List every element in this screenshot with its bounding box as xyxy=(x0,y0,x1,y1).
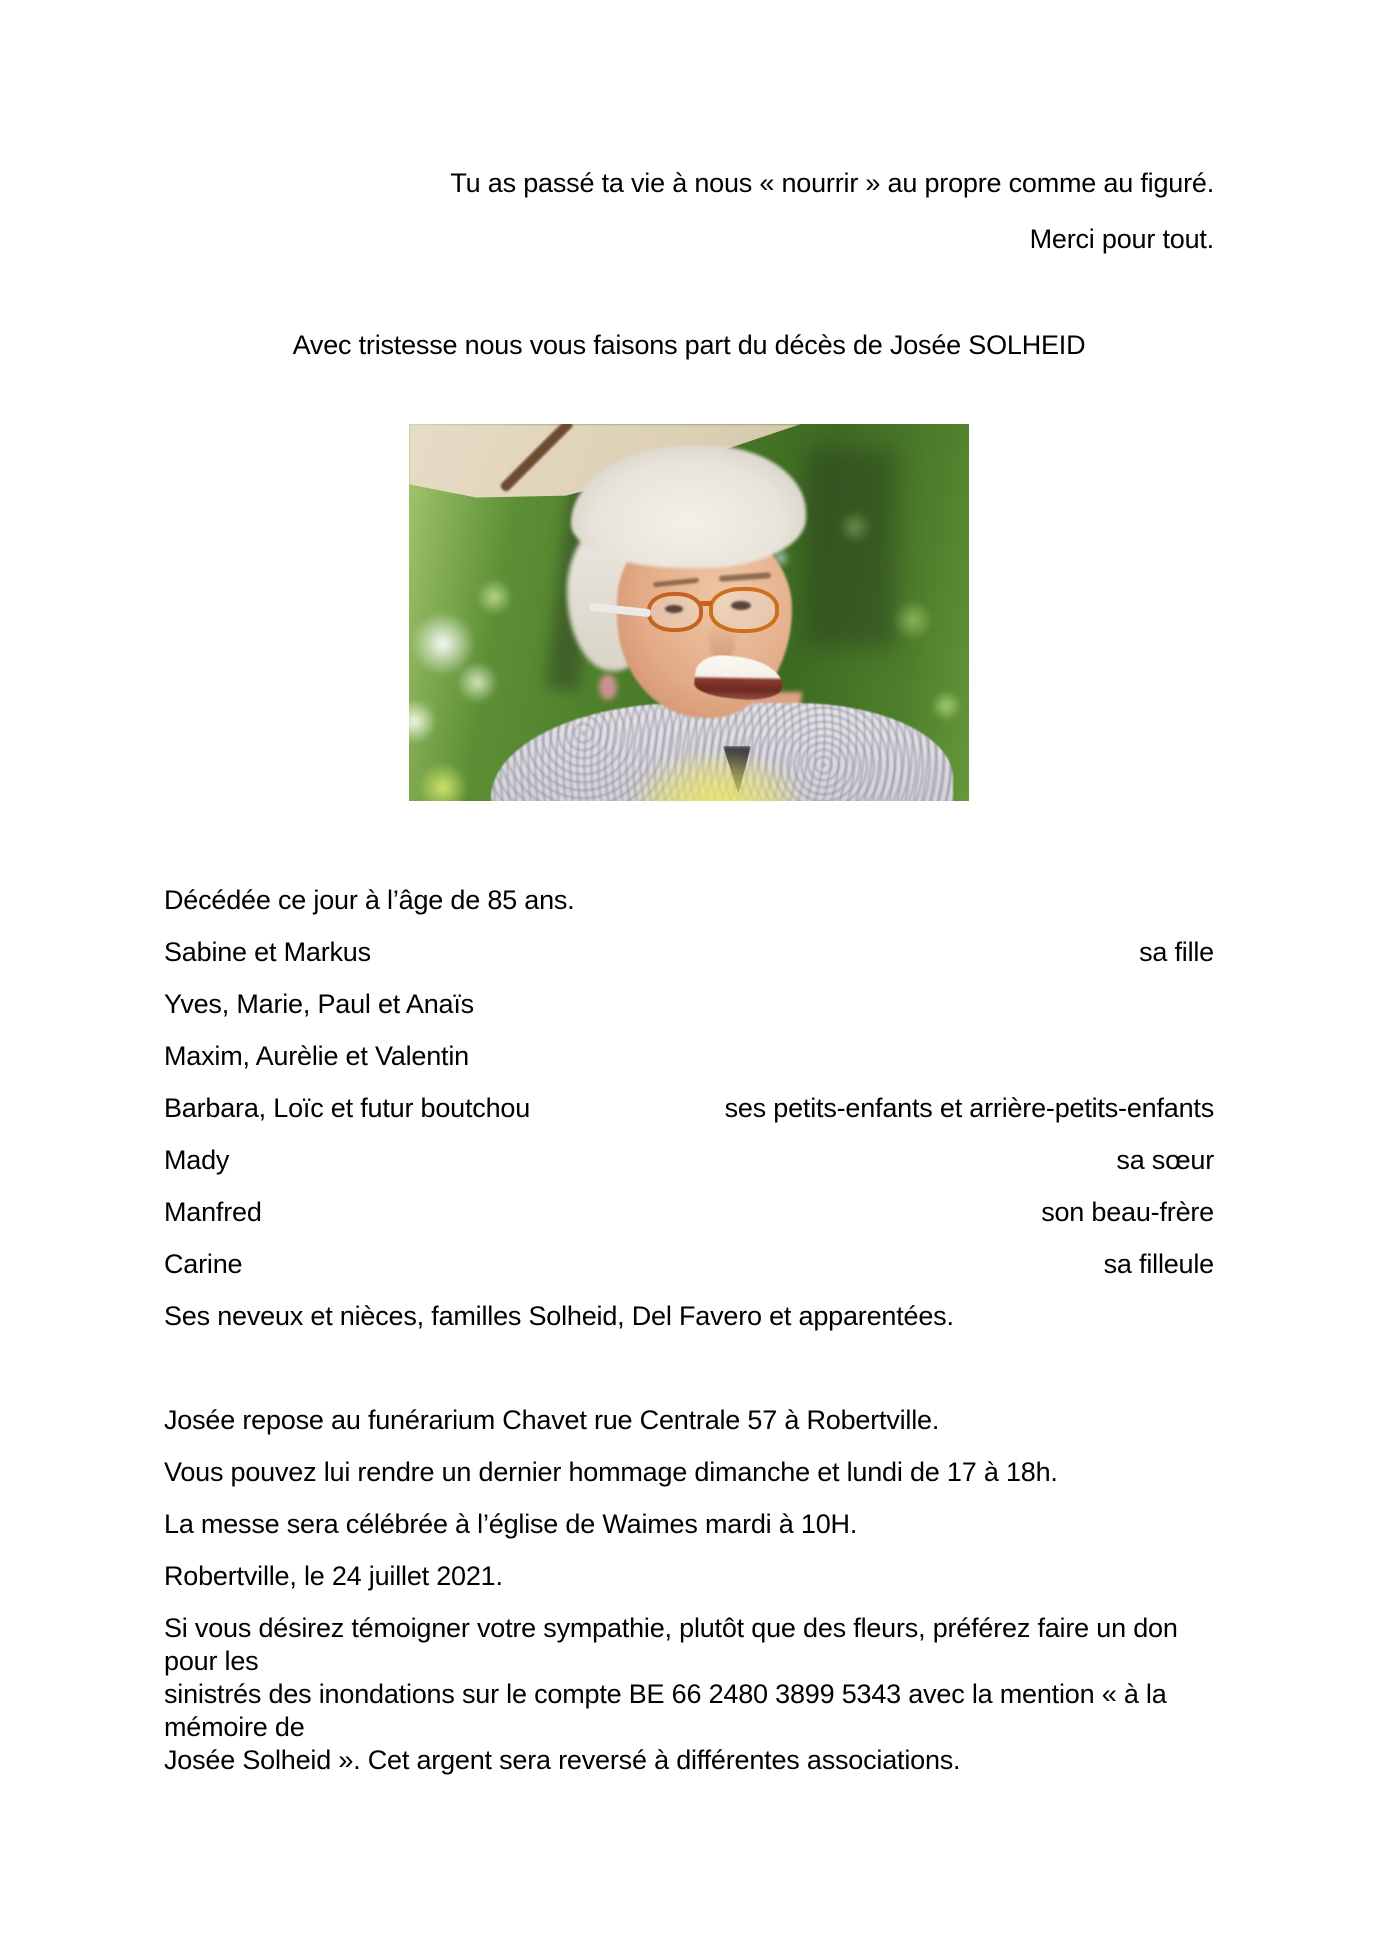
family-names: Mady xyxy=(164,1145,230,1175)
family-relation: sa fille xyxy=(1139,937,1214,967)
detail-date-line: Robertville, le 24 juillet 2021. xyxy=(164,1561,503,1591)
family-row xyxy=(164,1196,1214,1229)
donation-line-2: sinistrés des inondations sur le compte BE 66 2480 3899 5343 avec la mention « à la mémoire de xyxy=(164,1679,1167,1742)
deceased-age-line: Décédée ce jour à l’âge de 85 ans. xyxy=(164,885,575,915)
detail-messe-line: La messe sera célébrée à l’église de Waimes mardi à 10H. xyxy=(164,1509,858,1539)
family-relation: sa filleule xyxy=(1103,1249,1214,1279)
family-row xyxy=(164,1144,1214,1177)
family-names: Manfred xyxy=(164,1197,262,1227)
photo-left-eye xyxy=(665,605,683,613)
family-names: Carine xyxy=(164,1249,243,1279)
photo-yellow-flower-blur xyxy=(631,752,803,801)
photo-foliage-shadow xyxy=(805,448,897,648)
family-names: Maxim, Aurèlie et Valentin xyxy=(164,1041,469,1071)
family-relation: sa sœur xyxy=(1116,1145,1214,1175)
portrait-photo xyxy=(409,424,969,801)
donation-line-3: Josée Solheid ». Cet argent sera reversé à différentes associations. xyxy=(164,1745,961,1775)
family-row xyxy=(164,1040,1214,1073)
photo-right-eye xyxy=(731,601,751,610)
family-row xyxy=(164,1092,1214,1125)
family-names: Yves, Marie, Paul et Anaïs xyxy=(164,989,474,1019)
donation-line-1: Si vous désirez témoigner votre sympathie, plutôt que des fleurs, préférez faire un don pour les xyxy=(164,1613,1178,1676)
family-relation: ses petits-enfants et arrière-petits-enfants xyxy=(724,1093,1214,1123)
family-relation: son beau-frère xyxy=(1041,1197,1214,1227)
family-names: Sabine et Markus xyxy=(164,937,371,967)
family-closing-line: Ses neveux et nièces, familles Solheid, Del Favero et apparentées. xyxy=(164,1301,954,1331)
photo-pink-blur xyxy=(599,674,617,700)
detail-hommage-line: Vous pouvez lui rendre un dernier hommage dimanche et lundi de 17 à 18h. xyxy=(164,1457,1058,1487)
announcement-line: Avec tristesse nous vous faisons part du décès de Josée SOLHEID xyxy=(292,330,1086,360)
epigraph-line-2: Merci pour tout. xyxy=(1029,224,1214,254)
epigraph-line-1: Tu as passé ta vie à nous « nourrir » au propre comme au figuré. xyxy=(450,168,1214,198)
photo-glasses-bridge xyxy=(700,601,712,606)
family-names: Barbara, Loïc et futur boutchou xyxy=(164,1093,531,1123)
family-row xyxy=(164,988,1214,1021)
donation-paragraph xyxy=(164,1612,1214,1777)
family-row xyxy=(164,936,1214,969)
detail-funerarium-line: Josée repose au funérarium Chavet rue Centrale 57 à Robertville. xyxy=(164,1405,940,1435)
family-row xyxy=(164,1248,1214,1281)
